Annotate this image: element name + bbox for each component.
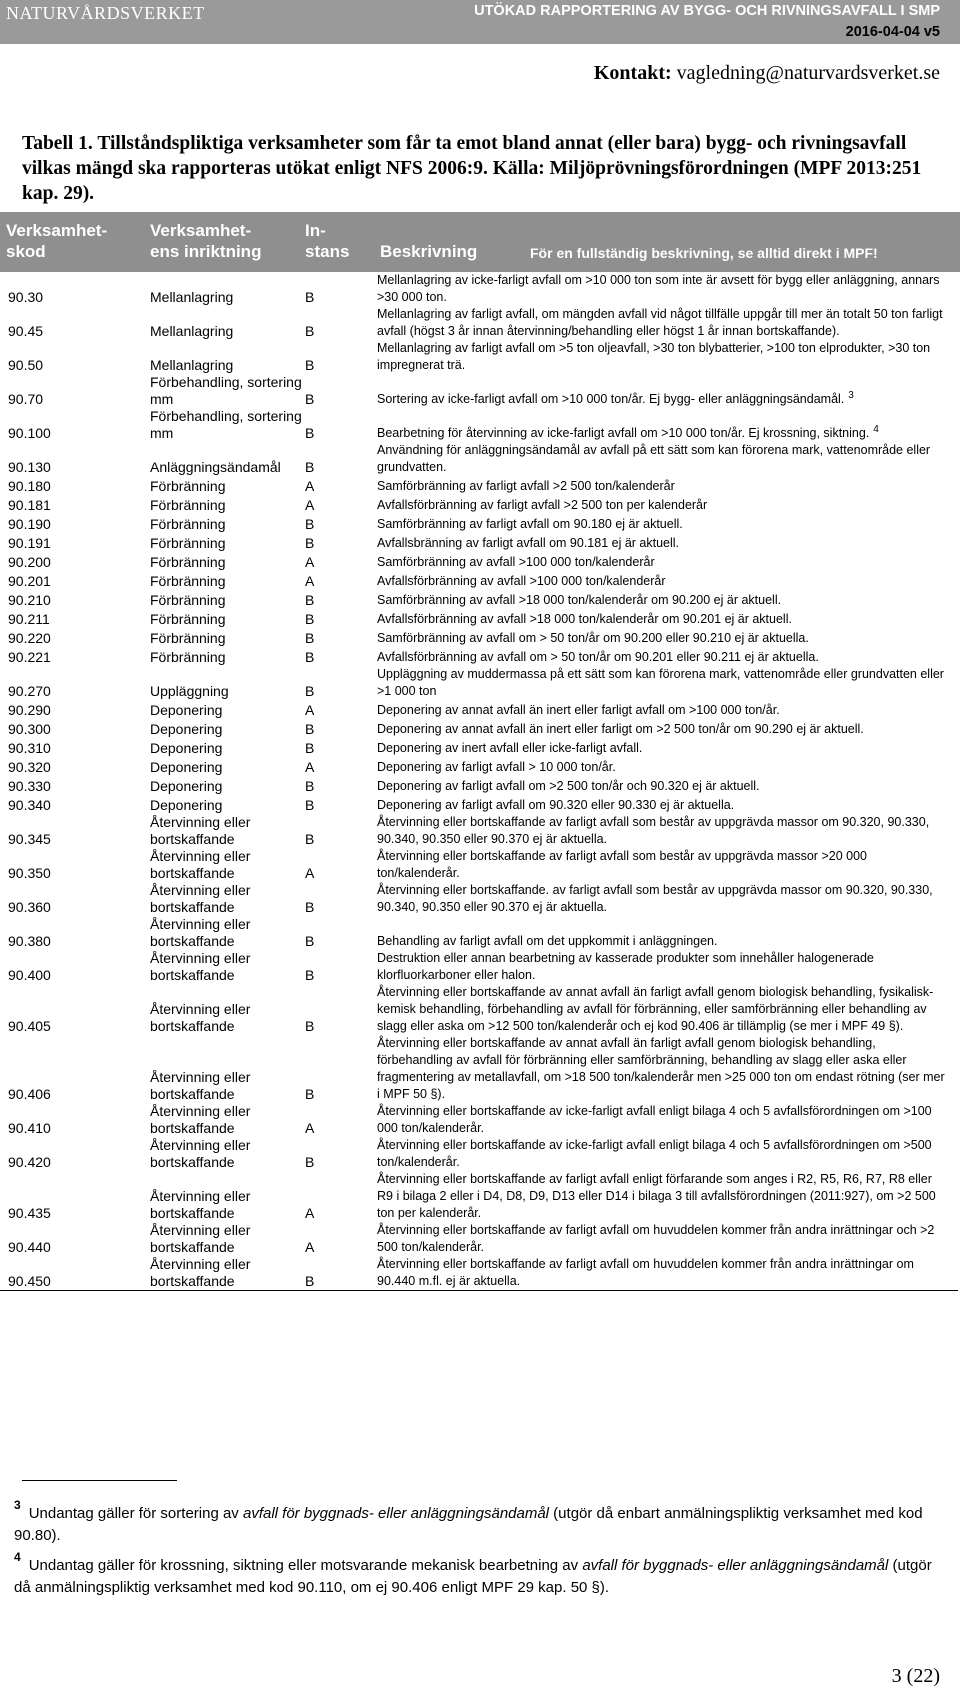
header-instance: In- stans — [305, 221, 350, 261]
activity-focus: Förbränning — [150, 611, 226, 627]
header-description: Beskrivning — [380, 242, 478, 261]
activity-description: Återvinning eller bortskaffande av farligt avfall om huvuddelen kommer från andra inrättningar och >2 500 ton/kalenderår. — [377, 1223, 935, 1254]
activity-instance: A — [305, 573, 315, 589]
activity-description: Avfallsförbränning av avfall >18 000 ton/kalenderår om 90.201 ej är aktuell. — [377, 612, 792, 626]
activity-code: 90.340 — [8, 797, 51, 813]
activity-description: Återvinning eller bortskaffande av farligt avfall om huvuddelen kommer från andra inrättningar om 90.440 m.fl. ej är aktuella. — [377, 1257, 914, 1288]
activity-code: 90.440 — [8, 1239, 51, 1255]
table-row — [0, 374, 958, 408]
activity-focus: Deponering — [150, 721, 223, 737]
activity-focus: Uppläggning — [150, 683, 229, 699]
activity-focus: Återvinning eller bortskaffande — [150, 1222, 251, 1255]
activity-instance: B — [305, 1273, 315, 1289]
activity-description: Återvinning eller bortskaffande av icke-farligt avfall enligt bilaga 4 och 5 avfallsförordningen om >500 ton/kalenderår. — [377, 1138, 932, 1169]
activity-focus: Återvinning eller bortskaffande — [150, 848, 251, 881]
table-row — [0, 666, 958, 700]
activity-description: Deponering av annat avfall än inert eller farligt om >2 500 ton/år om 90.290 ej är aktuell. — [377, 722, 864, 736]
activity-description: Återvinning eller bortskaffande av annat avfall än farligt avfall genom biologisk behandling, fysikalisk-kemisk behandling, förbehandling av avfall för förbränning, eller samförbränning eller behandling av slagg eller aska om >12 500 ton/kalenderår och ej kod 90.406 är tillämplig (se mer i MPF 49 §). — [377, 985, 934, 1033]
activity-code: 90.201 — [8, 573, 51, 589]
table-row — [0, 1137, 958, 1171]
activity-focus: Förbränning — [150, 554, 226, 570]
activity-description: Avfallsförbränning av avfall om > 50 ton/år om 90.201 eller 90.211 ej är aktuella. — [377, 650, 819, 664]
table-header — [0, 212, 960, 272]
table-row — [0, 552, 958, 571]
activity-code: 90.345 — [8, 831, 51, 847]
activity-instance: B — [305, 683, 315, 699]
activity-instance: B — [305, 323, 315, 339]
activity-focus: Återvinning eller bortskaffande — [150, 1103, 251, 1136]
activity-instance: B — [305, 1018, 315, 1034]
activity-instance: A — [305, 478, 315, 494]
activity-instance: B — [305, 1086, 315, 1102]
activity-description: Deponering av farligt avfall om >2 500 ton/år och 90.320 ej är aktuell. — [377, 779, 760, 793]
activity-code: 90.420 — [8, 1154, 51, 1170]
table-row — [0, 700, 958, 719]
table-row — [0, 533, 958, 552]
table-row — [0, 442, 958, 476]
activity-focus: Mellanlagring — [150, 323, 234, 339]
activity-focus: Förbränning — [150, 649, 226, 665]
activity-instance: B — [305, 740, 315, 756]
activity-focus: Återvinning eller bortskaffande — [150, 1256, 251, 1289]
table-row — [0, 776, 958, 795]
activity-description: Uppläggning av muddermassa på ett sätt som kan förorena mark, vattenområde eller grundvatten eller >1 000 ton — [377, 667, 944, 698]
activity-instance: B — [305, 592, 315, 608]
table-row — [0, 882, 958, 916]
activity-description: Avfallsförbränning av farligt avfall >2 500 ton per kalenderår — [377, 498, 708, 512]
table-row — [0, 738, 958, 757]
contact-email[interactable]: vagledning@naturvardsverket.se — [676, 62, 940, 84]
table-row — [0, 514, 958, 533]
activity-code: 90.211 — [8, 611, 50, 627]
activity-description: Mellanlagring av farligt avfall, om mängden avfall vid något tillfälle uppgår till mer än totalt 50 ton farligt avfall (högst 3 år innan återvinning/behandling eller högst 1 år innan bortskaffande). — [377, 307, 943, 338]
activity-code: 90.300 — [8, 721, 51, 737]
table-row — [0, 306, 958, 340]
activity-code: 90.380 — [8, 933, 51, 949]
activity-focus: Anläggningsändamål — [150, 459, 281, 475]
activity-code: 90.200 — [8, 554, 51, 570]
activity-code: 90.410 — [8, 1120, 51, 1136]
activity-instance: A — [305, 702, 315, 718]
activity-instance: B — [305, 391, 315, 407]
table-row — [0, 1103, 958, 1137]
activity-code: 90.320 — [8, 759, 51, 775]
activity-description: Deponering av farligt avfall > 10 000 ton/år. — [377, 760, 616, 774]
activity-code: 90.191 — [8, 535, 51, 551]
activity-focus: Återvinning eller bortskaffande — [150, 916, 251, 949]
activity-instance: A — [305, 1239, 315, 1255]
table-row — [0, 609, 958, 628]
table-row — [0, 950, 958, 984]
activity-focus: Återvinning eller bortskaffande — [150, 1137, 251, 1170]
activity-description: Avfallsbränning av farligt avfall om 90.181 ej är aktuell. — [377, 536, 680, 550]
activity-focus: Mellanlagring — [150, 289, 234, 305]
table-row — [0, 757, 958, 776]
activity-code: 90.220 — [8, 630, 51, 646]
activity-code: 90.45 — [8, 323, 44, 339]
activity-code: 90.405 — [8, 1018, 51, 1034]
header-focus: Verksamhet- ens inriktning — [150, 221, 262, 261]
footnote-4-number: 4 — [14, 1550, 21, 1564]
activity-description: Samförbränning av avfall >100 000 ton/kalenderår — [377, 555, 655, 569]
activity-instance: B — [305, 778, 315, 794]
activity-focus: Återvinning eller bortskaffande — [150, 1188, 251, 1221]
activity-instance: B — [305, 459, 315, 475]
activity-description: Samförbränning av farligt avfall om 90.180 ej är aktuell. — [377, 517, 683, 531]
table-caption: Tabell 1. Tillståndspliktiga verksamheter som får ta emot bland annat (eller bara) bygg- och rivningsavfall vilkas mängd ska rapporteras utökat enligt NFS 2006:9. Källa: Miljöprövningsförordningen (MPF 2013:251 kap. 29). — [22, 133, 922, 204]
activity-focus: Förbehandling, sortering mm — [150, 408, 302, 441]
activity-code: 90.350 — [8, 865, 51, 881]
table-row — [0, 647, 958, 666]
activity-description: Återvinning eller bortskaffande. av farligt avfall som består av uppgrävda massor om 90.320, 90.330, 90.340, 90.350 eller 90.370 ej är aktuella. — [377, 883, 933, 914]
activity-focus: Återvinning eller bortskaffande — [150, 950, 251, 983]
activity-description: Samförbränning av farligt avfall >2 500 ton/kalenderår — [377, 479, 675, 493]
contact-line — [594, 62, 940, 85]
activity-code: 90.181 — [8, 497, 51, 513]
table-row — [0, 1256, 958, 1291]
activity-focus: Förbehandling, sortering mm — [150, 374, 302, 407]
activity-code: 90.70 — [8, 391, 44, 407]
header-description-note: För en fullständig beskrivning, se alltid direkt i MPF! — [530, 245, 878, 261]
footnote-ref: 3 — [848, 389, 854, 401]
activity-code: 90.180 — [8, 478, 51, 494]
activity-description: Återvinning eller bortskaffande av icke-farligt avfall enligt bilaga 4 och 5 avfallsförordningen om >100 000 ton/kalenderår. — [377, 1104, 932, 1135]
activity-description: Mellanlagring av farligt avfall om >5 ton oljeavfall, >30 ton blybatterier, >100 ton elprodukter, >30 ton impregnerat trä. — [377, 341, 931, 372]
activity-instance: B — [305, 933, 315, 949]
org-name: NATURVÅRDSVERKET — [6, 3, 205, 23]
footnote-4: $^4$ Undantag gäller för krossning, siktning eller motsvarande mekanisk bearbetning av avfall för byggnads- eller anläggningsändamål (utgör då anmälningspliktig verksamhet med kod 90.110, om ej 90.406 enligt MPF 29 kap. 50 §). — [14, 1550, 932, 1596]
activity-code: 90.30 — [8, 289, 44, 305]
activity-instance: A — [305, 1120, 315, 1136]
table-row — [0, 848, 958, 882]
activity-description: Återvinning eller bortskaffande av farligt avfall som består av uppgrävda massor >20 000 ton/kalenderår. — [377, 849, 867, 880]
table-row — [0, 719, 958, 738]
activity-description: Användning för anläggningsändamål av avfall på ett sätt som kan förorena mark, vattenområde eller grundvatten. — [377, 443, 931, 474]
activity-description: Destruktion eller annan bearbetning av kasserade produkter som innehåller halogenerade klorfluorkarboner eller halon. — [377, 951, 874, 982]
table-row — [0, 340, 958, 374]
table-row — [0, 795, 958, 814]
activity-focus: Deponering — [150, 702, 223, 718]
activity-code: 90.435 — [8, 1205, 51, 1221]
activity-description: Sortering av icke-farligt avfall om >10 000 ton/år. Ej bygg- eller anläggningsändamål. $^3$ — [377, 389, 854, 406]
page-number: 3 (22) — [891, 1665, 940, 1687]
table-row — [0, 1222, 958, 1256]
activity-description: Bearbetning för återvinning av icke-farligt avfall om >10 000 ton/år. Ej krossning, siktning. $^4$ — [377, 423, 879, 440]
activity-instance: B — [305, 721, 315, 737]
table-row — [0, 1035, 958, 1103]
table-row — [0, 814, 958, 848]
table-row — [0, 571, 958, 590]
activity-code: 90.310 — [8, 740, 51, 756]
table-row — [0, 495, 958, 514]
activity-focus: Deponering — [150, 759, 223, 775]
activity-instance: B — [305, 649, 315, 665]
table-row — [0, 984, 958, 1035]
activity-code: 90.100 — [8, 425, 51, 441]
activity-focus: Förbränning — [150, 630, 226, 646]
activity-description: Återvinning eller bortskaffande av annat avfall än farligt avfall genom biologisk behandling, förbehandling av avfall för förbränning eller samförbränning, behandling av slagg eller aska eller fragmentering av metallavfall, om >18 500 ton/kalenderår men >25 000 ton om endast rötning (ser mer i MPF 50 §). — [377, 1036, 945, 1101]
activity-focus: Deponering — [150, 740, 223, 756]
activity-description: Återvinning eller bortskaffande av farligt avfall som består av uppgrävda massor om 90.320, 90.330, 90.340, 90.350 eller 90.370 ej är aktuella. — [377, 815, 930, 846]
activity-instance: B — [305, 289, 315, 305]
document-date: 2016-04-04 v5 — [845, 24, 940, 40]
activity-focus: Återvinning eller bortskaffande — [150, 1069, 251, 1102]
table-row — [0, 1171, 958, 1222]
footnote-ref: 4 — [873, 423, 879, 435]
activity-focus: Förbränning — [150, 497, 226, 513]
activity-instance: B — [305, 357, 315, 373]
activity-instance: B — [305, 899, 315, 915]
activity-code: 90.330 — [8, 778, 51, 794]
activity-instance: B — [305, 516, 315, 532]
table-row — [0, 476, 958, 495]
activity-instance: B — [305, 1154, 315, 1170]
table-row — [0, 272, 958, 306]
activity-instance: B — [305, 831, 315, 847]
activity-description: Samförbränning av avfall >18 000 ton/kalenderår om 90.200 ej är aktuell. — [377, 593, 782, 607]
table-row — [0, 590, 958, 609]
page-header — [0, 0, 960, 44]
activity-code: 90.360 — [8, 899, 51, 915]
activity-focus: Förbränning — [150, 516, 226, 532]
activity-code: 90.50 — [8, 357, 44, 373]
activity-instance: A — [305, 497, 315, 513]
footnote-separator — [22, 1480, 177, 1481]
activity-instance: B — [305, 611, 315, 627]
activity-instance: B — [305, 967, 315, 983]
activity-instance: A — [305, 1205, 315, 1221]
activity-code: 90.450 — [8, 1273, 51, 1289]
activity-instance: B — [305, 535, 315, 551]
activity-code: 90.210 — [8, 592, 51, 608]
activity-instance: A — [305, 554, 315, 570]
activity-description: Deponering av farligt avfall om 90.320 eller 90.330 ej är aktuella. — [377, 798, 735, 812]
activity-focus: Deponering — [150, 797, 223, 813]
activity-instance: A — [305, 865, 315, 881]
activity-description: Mellanlagring av icke-farligt avfall om >10 000 ton som inte är avsett för bygg eller anläggning, annars >30 000 ton. — [377, 273, 940, 304]
activity-code: 90.290 — [8, 702, 51, 718]
activity-code: 90.190 — [8, 516, 51, 532]
activity-focus: Förbränning — [150, 535, 226, 551]
activity-code: 90.406 — [8, 1086, 51, 1102]
activity-description: Deponering av annat avfall än inert eller farligt avfall om >100 000 ton/år. — [377, 703, 780, 717]
document-title: UTÖKAD RAPPORTERING AV BYGG- OCH RIVNINGSAVFALL I SMP — [474, 3, 940, 19]
activity-code: 90.130 — [8, 459, 51, 475]
footnote-3-number: 3 — [14, 1498, 21, 1512]
activity-description: Behandling av farligt avfall om det uppkommit i anläggningen. — [377, 934, 718, 948]
activity-focus: Förbränning — [150, 478, 226, 494]
activity-description: Deponering av inert avfall eller icke-farligt avfall. — [377, 741, 643, 755]
table-row — [0, 628, 958, 647]
activity-instance: B — [305, 630, 315, 646]
activity-description: Återvinning eller bortskaffande av farligt avfall enligt förfarande som anges i R2, R5, R6, R7, R8 eller R9 i bilaga 2 eller i D4, D8, D9, D13 eller D14 i bilaga 3 till avfallsförordningen (2011:927), om >2 500 ton per kalenderår. — [377, 1172, 936, 1220]
activity-focus: Återvinning eller bortskaffande — [150, 882, 251, 915]
header-code: Verksamhet- skod — [6, 221, 108, 261]
activity-code: 90.270 — [8, 683, 51, 699]
activity-description: Samförbränning av avfall om > 50 ton/år om 90.200 eller 90.210 ej är aktuella. — [377, 631, 809, 645]
activity-instance: B — [305, 797, 315, 813]
activities-table — [0, 272, 958, 1291]
activity-instance: A — [305, 759, 315, 775]
activity-description: Avfallsförbränning av avfall >100 000 ton/kalenderår — [377, 574, 666, 588]
activity-focus: Återvinning eller bortskaffande — [150, 814, 251, 847]
table-row — [0, 916, 958, 950]
footnote-3: $^3$ Undantag gäller för sortering av avfall för byggnads- eller anläggningsändamål (utgör då enbart anmälningspliktig verksamhet med kod 90.80). — [14, 1498, 923, 1544]
activity-focus: Förbränning — [150, 592, 226, 608]
activity-focus: Mellanlagring — [150, 357, 234, 373]
activity-focus: Deponering — [150, 778, 223, 794]
activity-instance: B — [305, 425, 315, 441]
activity-focus: Återvinning eller bortskaffande — [150, 1001, 251, 1034]
activity-code: 90.221 — [8, 649, 51, 665]
activity-focus: Förbränning — [150, 573, 226, 589]
table-row — [0, 408, 958, 442]
activity-code: 90.400 — [8, 967, 51, 983]
contact-label: Kontakt: — [593, 62, 672, 84]
